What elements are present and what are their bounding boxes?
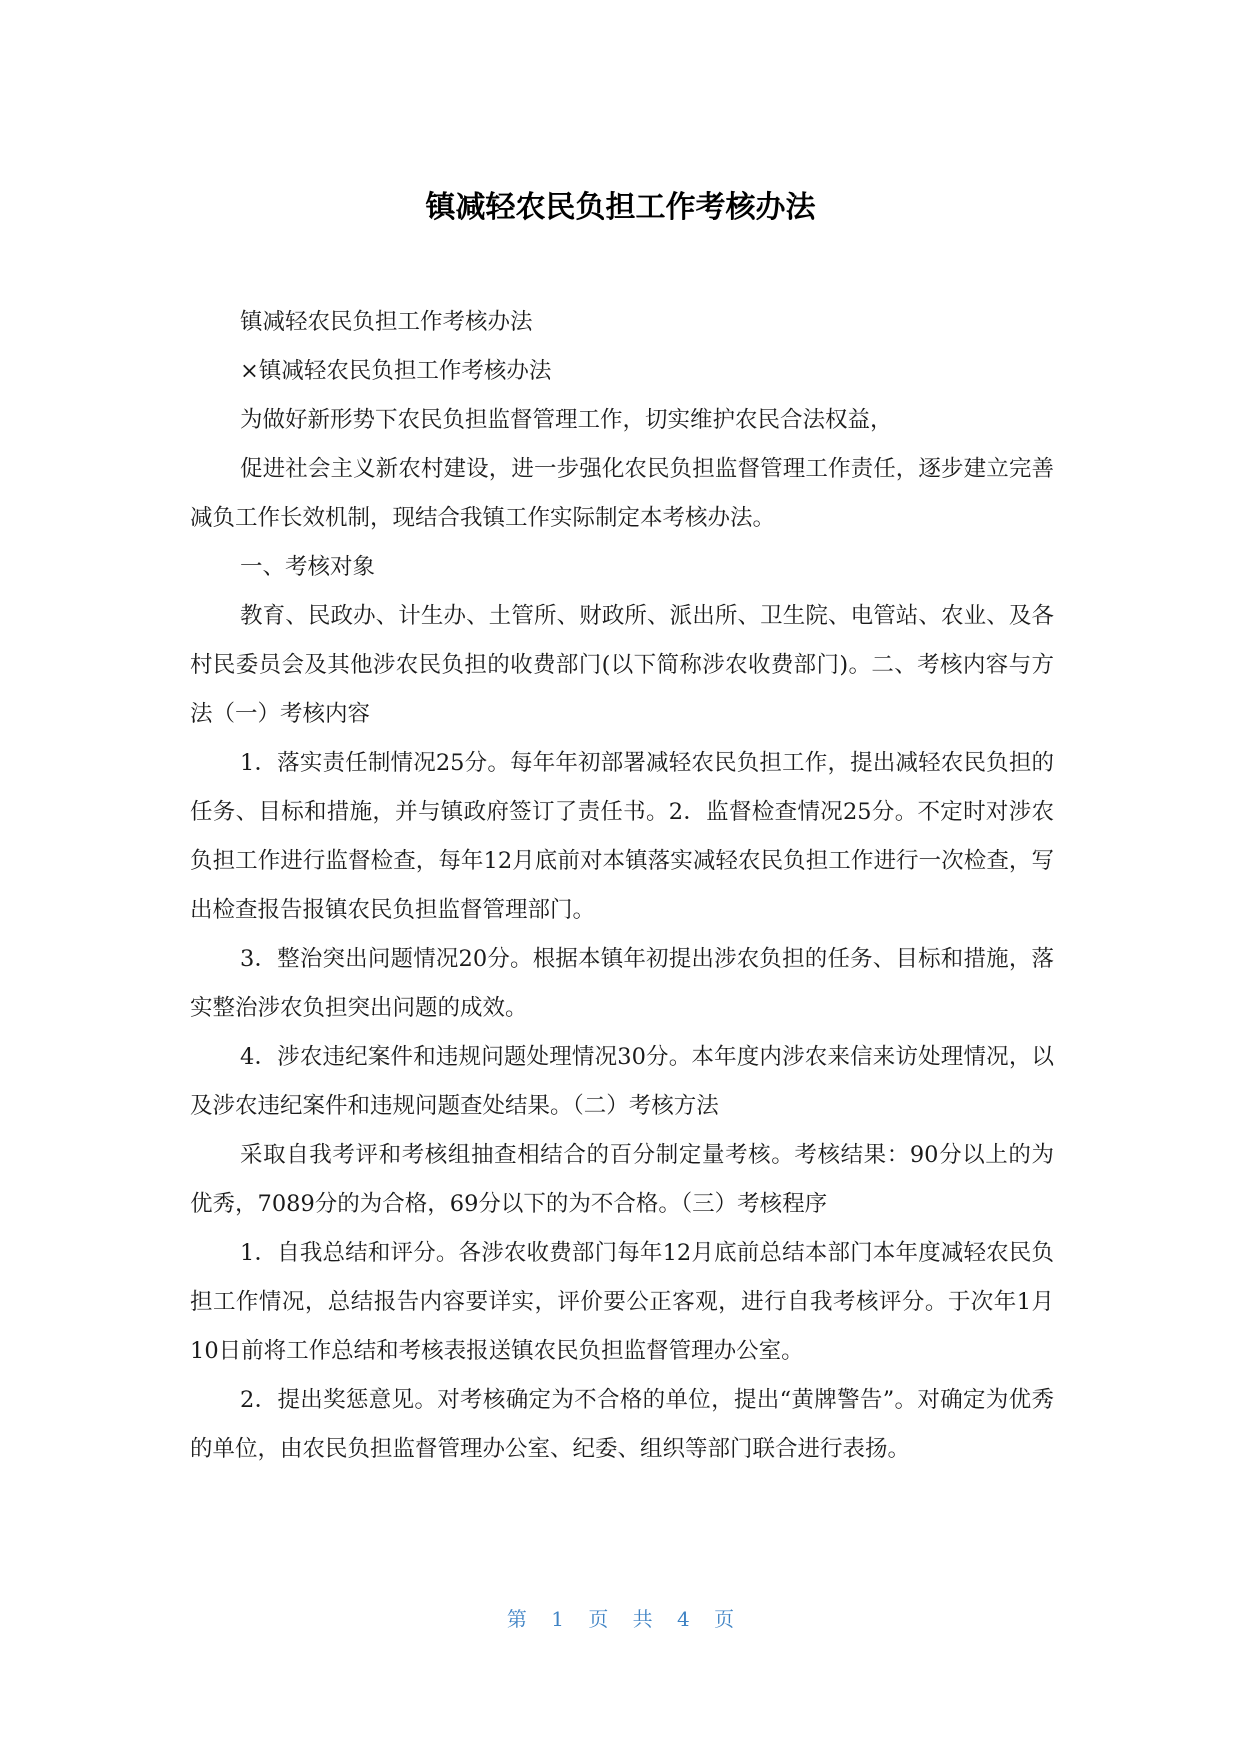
paragraph: ×镇减轻农民负担工作考核办法 — [240, 358, 552, 384]
paragraph: 教育、民政办、计生办、土管所、财政所、派出所、卫生院、电管站、农业、及各村民委员会及其他涉农民负担的收费部门(以下简称涉农收费部门)。二、考核内容与方法（一）考核内容 — [190, 603, 1054, 727]
page-number-footer: 第 1 页 共 4 页 — [506, 1607, 735, 1631]
paragraph: 采取自我考评和考核组抽查相结合的百分制定量考核。考核结果：90分以上的为优秀，7089分的为合格，69分以下的为不合格。（三）考核程序 — [190, 1142, 1054, 1217]
paragraph: 镇减轻农民负担工作考核办法 — [240, 309, 533, 335]
paragraph: 促进社会主义新农村建设，进一步强化农民负担监督管理工作责任，逐步建立完善减负工作长效机制，现结合我镇工作实际制定本考核办法。 — [190, 456, 1054, 531]
paragraph: 为做好新形势下农民负担监督管理工作，切实维护农民合法权益， — [240, 407, 893, 433]
paragraph: 4．涉农违纪案件和违规问题处理情况30分。本年度内涉农来信来访处理情况，以及涉农违纪案件和违规问题查处结果。（二）考核方法 — [190, 1044, 1054, 1119]
paragraph: 2．提出奖惩意见。对考核确定为不合格的单位，提出“黄牌警告”。对确定为优秀的单位，由农民负担监督管理办公室、纪委、组织等部门联合进行表扬。 — [190, 1387, 1054, 1462]
paragraph: 1．自我总结和评分。各涉农收费部门每年12月底前总结本部门本年度减轻农民负担工作情况，总结报告内容要详实，评价要公正客观，进行自我考核评分。于次年1月10日前将工作总结和考核表报送镇农民负担监督管理办公室。 — [190, 1240, 1054, 1364]
paragraph: 1．落实责任制情况25分。每年年初部署减轻农民负担工作，提出减轻农民负担的任务、目标和措施，并与镇政府签订了责任书。2．监督检查情况25分。不定时对涉农负担工作进行监督检查，每年12月底前对本镇落实减轻农民负担工作进行一次检查，写出检查报告报镇农民负担监督管理部门。 — [190, 750, 1054, 923]
document-title: 镇减轻农民负担工作考核办法 — [425, 190, 816, 225]
section-heading: 一、考核对象 — [240, 554, 376, 580]
document-body — [190, 298, 1054, 1474]
paragraph: 3．整治突出问题情况20分。根据本镇年初提出涉农负担的任务、目标和措施，落实整治涉农负担突出问题的成效。 — [190, 946, 1054, 1021]
